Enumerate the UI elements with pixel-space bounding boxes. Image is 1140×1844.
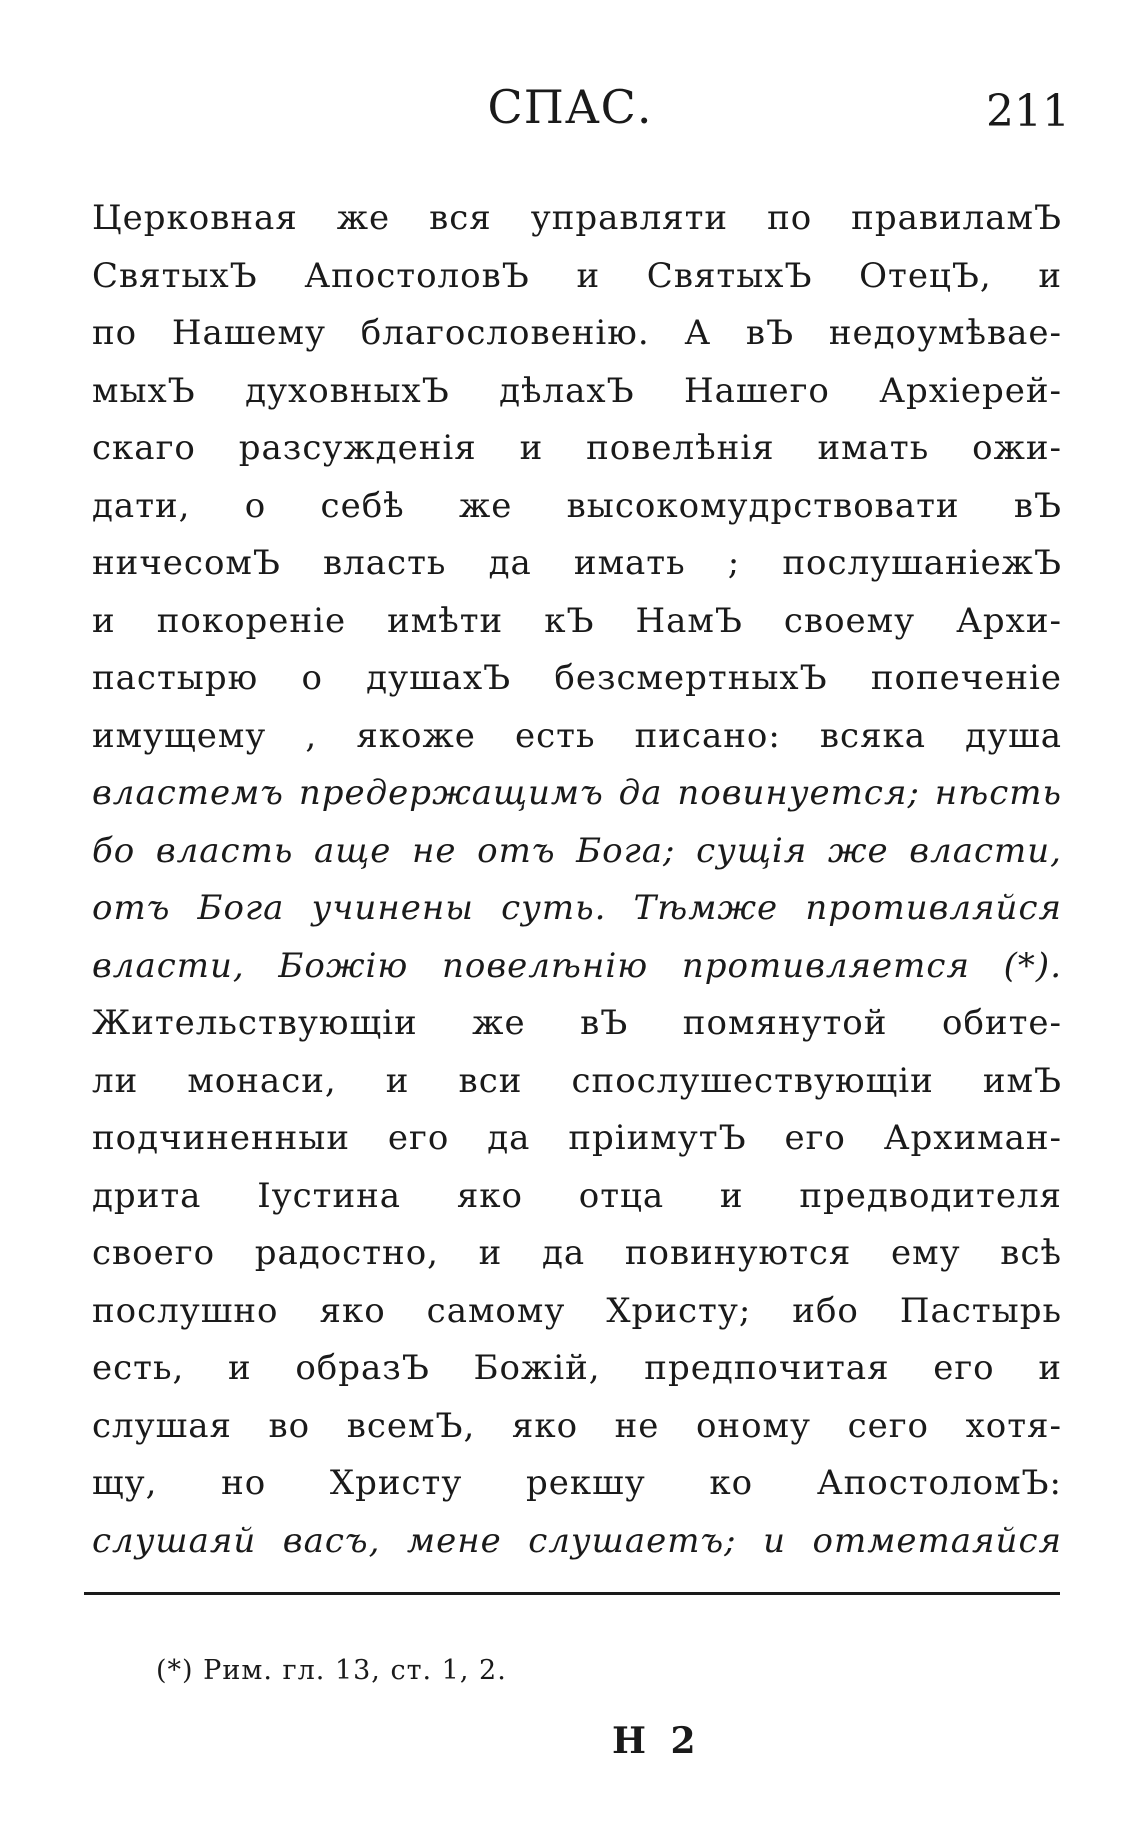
text-line: дрита Іустина яко отца и предводителя	[92, 1175, 1062, 1216]
page-number: 211	[986, 86, 1070, 137]
text-line: щу, но Христу рекшу ко АпостоломЪ:	[92, 1463, 1062, 1503]
text-line: имущему , якоже есть писано: всяка душа	[92, 715, 1062, 756]
text-line: послушно яко самому Христу; ибо Пастырь	[92, 1290, 1062, 1331]
text-line: Жительствующіи же вЪ помянутой обите-	[92, 1003, 1062, 1043]
text-line: пастырю о душахЪ безсмертныхЪ попеченіе	[92, 658, 1062, 698]
text-line: ничесомЪ власть да имать ; послушаніежЪ	[92, 543, 1062, 583]
text-line-italic: бо власть аще не отъ Бога; сущія же власти,	[92, 830, 1062, 871]
body-text	[92, 190, 1062, 1570]
text-line: и покореніе имѣти кЪ НамЪ своему Архи-	[92, 600, 1062, 641]
text-line-italic: отъ Бога учинены суть. Тѣмже противляйся	[92, 888, 1062, 928]
printer-signature-mark: Н 2	[612, 1720, 702, 1762]
running-header: СПАС.	[487, 80, 653, 134]
text-line: ли монаси, и вси спослушествующіи имЪ	[92, 1060, 1062, 1101]
footnote: (*) Рим. гл. 13, ст. 1, 2.	[156, 1655, 507, 1686]
text-line: дати, о себѣ же высокомудрствовати вЪ	[92, 485, 1062, 526]
text-line: скаго разсужденія и повелѣнія имать ожи-	[92, 428, 1062, 468]
text-line: мыхЪ духовныхЪ дѣлахЪ Нашего Архіерей-	[92, 370, 1062, 411]
footnote-divider	[84, 1592, 1060, 1595]
text-line: Церковная же вся управляти по правиламЪ	[92, 198, 1062, 238]
text-line-italic: власти, Божію повелѣнію противляется (*).	[92, 945, 1062, 986]
text-line: подчиненныи его да пріимутЪ его Архиман-	[92, 1118, 1062, 1158]
text-line: есть, и образЪ Божій, предпочитая его и	[92, 1348, 1062, 1388]
text-line: по Нашему благословенію. А вЪ недоумѣвае-	[92, 313, 1062, 353]
text-line: СвятыхЪ АпостоловЪ и СвятыхЪ ОтецЪ, и	[92, 255, 1062, 296]
text-line-italic: слушаяй васъ, мене слушаетъ; и отметаяйся	[92, 1520, 1062, 1561]
text-line-italic: властемъ предержащимъ да повинуется; нѣсть	[92, 773, 1062, 813]
text-line: слушая во всемЪ, яко не оному сего хотя-	[92, 1405, 1062, 1446]
text-line: своего радостно, и да повинуются ему всѣ	[92, 1233, 1062, 1273]
